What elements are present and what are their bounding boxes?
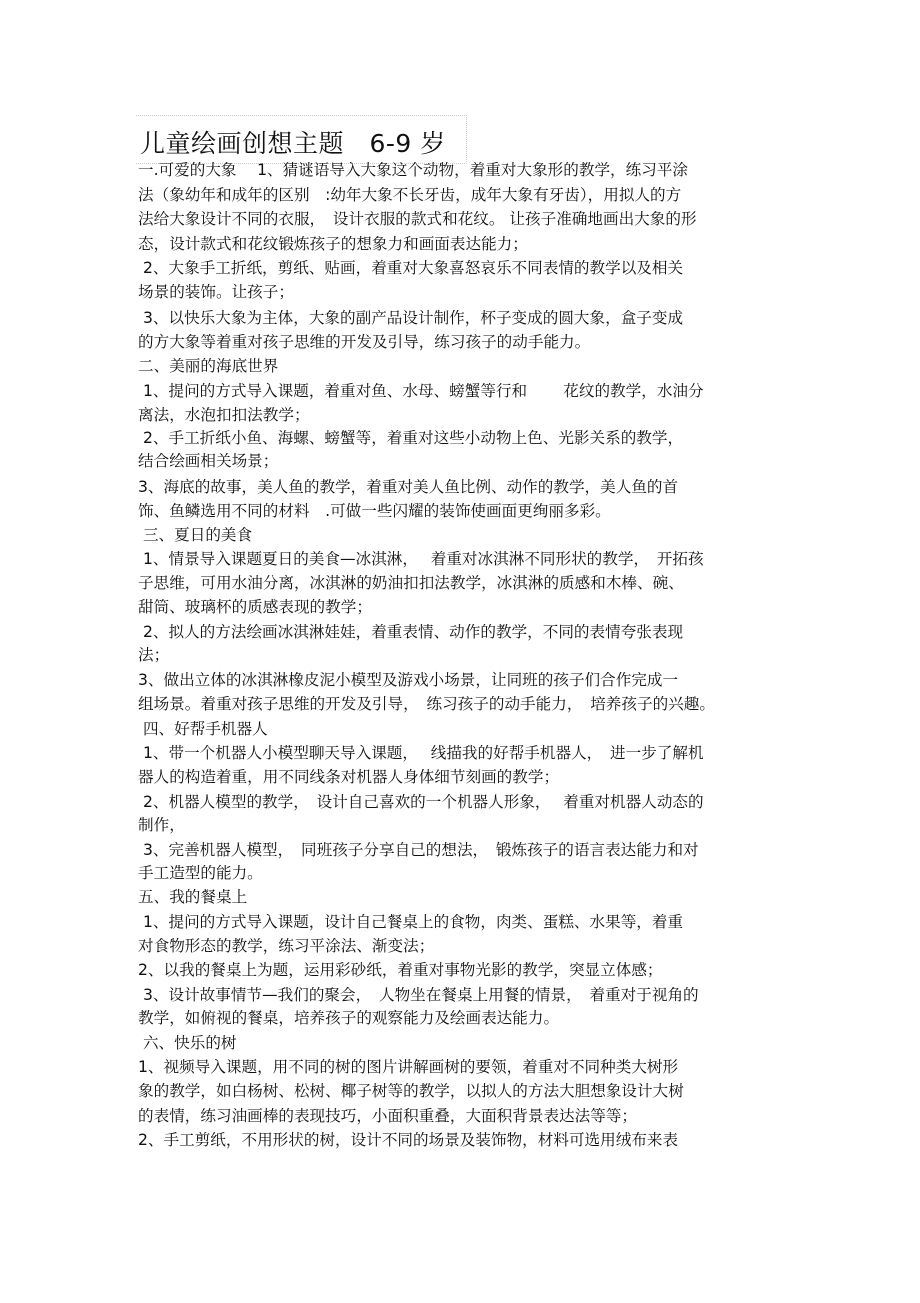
text-line: 1、视频导入课题，用不同的树的图片讲解画树的要领，着重对不同种类大树形	[138, 1058, 679, 1076]
text-line: 2、拟人的方法绘画冰淇淋娃娃，着重表情、动作的教学，不同的表情夸张表现	[138, 623, 684, 641]
text-line: 制作，	[138, 816, 185, 834]
text-line: 甜筒、玻璃杯的质感表现的教学；	[138, 598, 372, 616]
text-line: 2、以我的餐桌上为题，运用彩砂纸，着重对事物光影的教学，突显立体感；	[138, 961, 663, 979]
text-line: 2、大象手工折纸，剪纸、贴画，着重对大象喜怒哀乐不同表情的教学以及相关	[138, 259, 684, 277]
title-box	[136, 115, 467, 164]
text-line: 四、好帮手机器人	[138, 720, 268, 738]
text-line: 2、手工折纸小鱼、海螺、螃蟹等，着重对这些小动物上色、光影关系的教学，	[138, 429, 684, 447]
text-line: 饰、鱼鳞选用不同的材料 .可做一些闪耀的装饰使画面更绚丽多彩。	[138, 502, 611, 520]
text-line: 法给大象设计不同的衣服， 设计衣服的款式和花纹。 让孩子准确地画出大象的形	[138, 210, 697, 228]
text-line: 子思维，可用水油分离，冰淇淋的奶油扣扣法教学，冰淇淋的质感和木棒、碗、	[138, 574, 684, 592]
text-line: 3、海底的故事，美人鱼的教学，着重对美人鱼比例、动作的教学，美人鱼的首	[138, 478, 679, 496]
text-line: 态，设计款式和花纹锻炼孩子的想象力和画面表达能力；	[138, 235, 528, 253]
text-line: 3、以快乐大象为主体，大象的副产品设计制作，杯子变成的圆大象，盒子变成	[138, 309, 684, 327]
text-line: 法；	[138, 646, 170, 664]
text-line: 3、完善机器人模型， 同班孩子分享自己的想法， 锻炼孩子的语言表达能力和对	[138, 841, 699, 859]
text-line: 1、带一个机器人小模型聊天导入课题， 线描我的好帮手机器人， 进一步了解机	[138, 744, 704, 762]
text-line: 一.可爱的大象 1、猜谜语导入大象这个动物，着重对大象形的教学，练习平涂	[138, 161, 689, 179]
text-line: 器人的构造着重，用不同线条对机器人身体细节刻画的教学；	[138, 768, 560, 786]
text-line: 1、情景导入课题夏日的美食—冰淇淋， 着重对冰淇淋不同形状的教学， 开拓孩	[138, 550, 704, 568]
text-line: 组场景。着重对孩子思维的开发及引导， 练习孩子的动手能力， 培养孩子的兴趣。	[138, 695, 715, 713]
text-line: 对食物形态的教学，练习平涂法、渐变法；	[138, 937, 435, 955]
text-line: 法（象幼年和成年的区别 :幼年大象不长牙齿，成年大象有牙齿），用拟人的方	[138, 186, 682, 204]
text-line: 教学，如俯视的餐桌，培养孩子的观察能力及绘画表达能力。	[138, 1009, 560, 1027]
text-line: 的表情，练习油画棒的表现技巧，小面积重叠，大面积背景表达法等等；	[138, 1107, 638, 1125]
text-line: 2、手工剪纸，不用形状的树，设计不同的场景及装饰物，材料可选用绒布来表	[138, 1131, 679, 1149]
text-line: 三、夏日的美食	[138, 526, 253, 544]
text-line: 2、机器人模型的教学， 设计自己喜欢的一个机器人形象， 着重对机器人动态的	[138, 793, 704, 811]
text-line: 结合绘画相关场景；	[138, 452, 279, 470]
text-line: 象的教学，如白杨树、松树、椰子树等的教学，以拟人的方法大胆想象设计大树	[138, 1082, 684, 1100]
text-line: 1、提问的方式导入课题，设计自己餐桌上的食物，肉类、蛋糕、水果等，着重	[138, 913, 684, 931]
text-line: 的方大象等着重对孩子思维的开发及引导，练习孩子的动手能力。	[138, 333, 591, 351]
text-line: 六、快乐的树	[138, 1034, 237, 1052]
text-line: 五、我的餐桌上	[138, 888, 248, 906]
text-line: 3、设计故事情节—我们的聚会， 人物坐在餐桌上用餐的情景， 着重对于视角的	[138, 986, 699, 1004]
document-title: 儿童绘画创想主题 6-9 岁	[140, 129, 446, 158]
text-line: 离法，水泡扣扣法教学；	[138, 406, 310, 424]
text-line: 场景的装饰。让孩子；	[138, 283, 294, 301]
text-line: 二、美丽的海底世界	[138, 357, 279, 375]
text-line: 手工造型的能力。	[138, 864, 263, 882]
text-line: 3、做出立体的冰淇淋橡皮泥小模型及游戏小场景，让同班的孩子们合作完成一	[138, 671, 679, 689]
text-line: 1、提问的方式导入课题，着重对鱼、水母、螃蟹等行和 花纹的教学，水油分	[138, 382, 704, 400]
